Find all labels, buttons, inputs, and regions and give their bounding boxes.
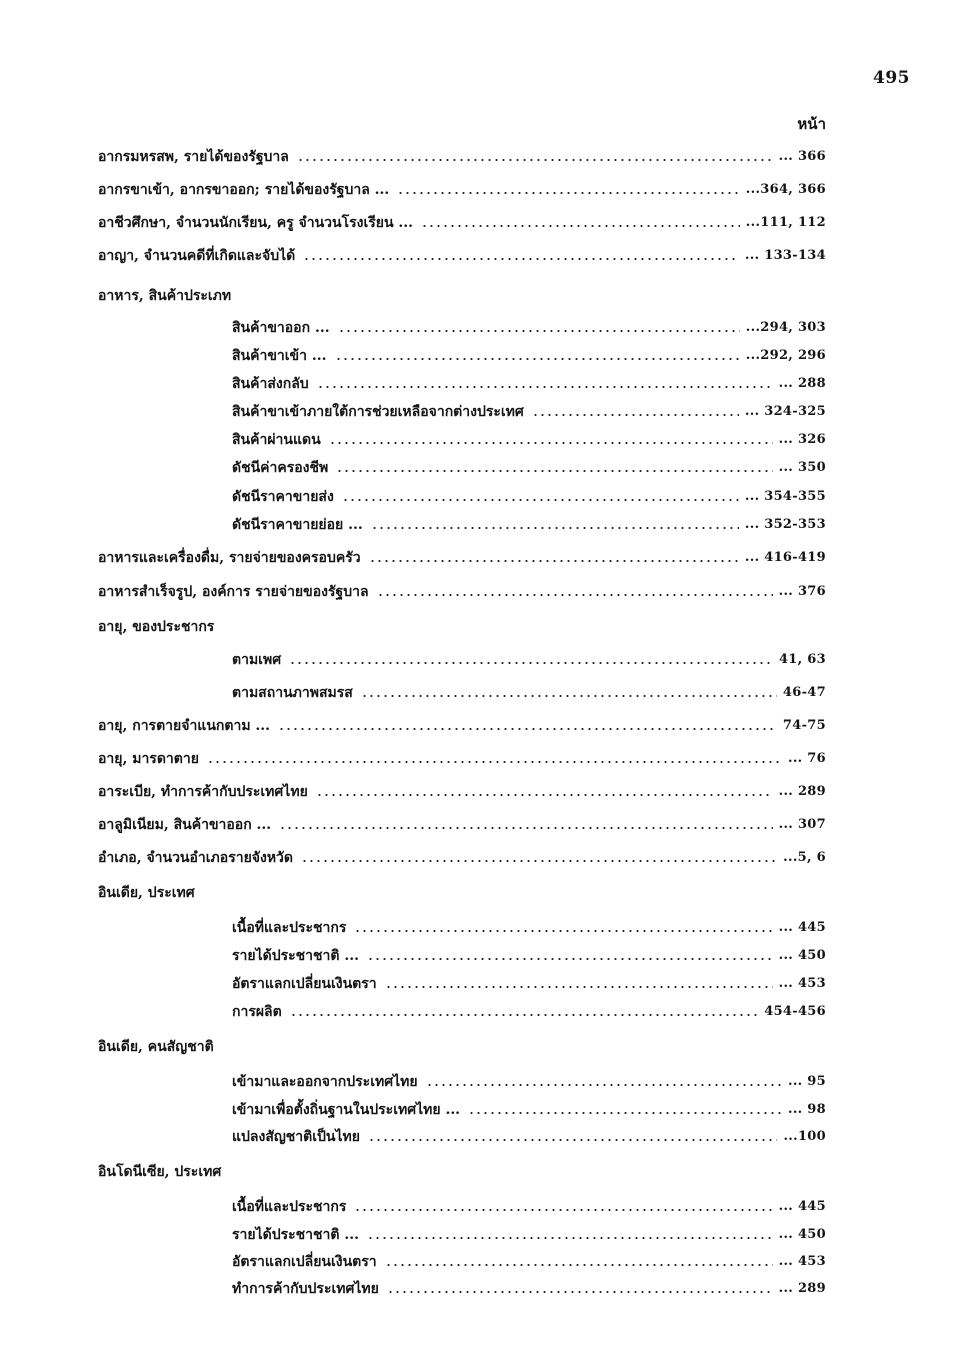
entry-label: ตามเพศ <box>232 652 282 668</box>
dot-leader <box>368 1138 778 1142</box>
index-entry <box>98 142 826 166</box>
entry-label: สินค้าขาเข้าภายใต้การช่วยเหลือจากต่างประเทศ <box>232 404 524 420</box>
dot-leader <box>317 385 773 389</box>
dot-leader <box>377 593 773 597</box>
index-subentry <box>232 341 826 365</box>
entry-pages: ... 98 <box>788 1102 826 1117</box>
index-subentry <box>232 482 826 506</box>
entry-label: อาหารสำเร็จรูป, องค์การ รายจ่ายของรัฐบาล <box>98 584 369 600</box>
entry-label: อินเดีย, ประเทศ <box>98 885 195 901</box>
index-subentry <box>232 997 826 1021</box>
dot-leader <box>532 413 739 417</box>
entry-label: สินค้าขาออก ... <box>232 320 330 336</box>
entry-label: สินค้าส่งกลับ <box>232 376 309 392</box>
dot-leader <box>207 760 782 764</box>
index-subentry <box>232 369 826 393</box>
index-subentry <box>232 969 826 993</box>
entry-pages: 74-75 <box>782 718 826 733</box>
entry-label: ทำการค้ากับประเทศไทย <box>232 1281 379 1297</box>
index-entry <box>98 175 826 199</box>
page-number: 495 <box>873 68 910 88</box>
index-subentry <box>232 913 826 937</box>
dot-leader <box>385 985 773 989</box>
dot-leader <box>361 694 777 698</box>
dot-leader <box>342 498 739 502</box>
index-entry <box>98 208 826 232</box>
index-entry <box>98 810 826 834</box>
entry-label: อายุ, การตายจำแนกตาม ... <box>98 718 271 734</box>
index-entry <box>98 711 826 735</box>
index-subentry <box>232 510 826 534</box>
dot-leader <box>354 1208 772 1212</box>
entry-label: ดัชนีค่าครองชีพ <box>232 460 329 476</box>
index-entry <box>98 777 826 801</box>
index-entry <box>98 843 826 867</box>
entry-label: อัตราแลกเปลี่ยนเงินตรา <box>232 976 377 992</box>
dot-leader <box>367 1236 773 1240</box>
dot-leader <box>290 1013 758 1017</box>
entry-pages: ... 450 <box>778 948 826 963</box>
entry-pages: ... 289 <box>778 1281 826 1296</box>
dot-leader <box>426 1083 782 1087</box>
entry-pages: ... 445 <box>778 1199 826 1214</box>
dot-leader <box>468 1111 782 1115</box>
entry-label: อาชีวศึกษา, จำนวนนักเรียน, ครู จำนวนโรงเรียน ... <box>98 215 414 231</box>
entry-pages: 454-456 <box>764 1004 826 1019</box>
dot-leader <box>421 224 740 228</box>
entry-label: อายุ, มารดาตาย <box>98 751 199 767</box>
entry-pages: 41, 63 <box>778 652 826 667</box>
dot-leader <box>369 559 739 563</box>
index-entry <box>98 543 826 567</box>
index-subentry <box>232 678 826 702</box>
entry-label: เนื้อที่และประชากร <box>232 1199 347 1215</box>
entry-label: เข้ามาและออกจากประเทศไทย <box>232 1074 418 1090</box>
entry-pages: ... 76 <box>788 751 826 766</box>
index-subentry <box>232 941 826 965</box>
dot-leader <box>338 329 740 333</box>
index-heading <box>98 878 826 902</box>
entry-label: อาลูมิเนียม, สินค้าขาออก ... <box>98 817 272 833</box>
index-heading <box>98 1157 826 1181</box>
entry-pages: ... 453 <box>778 1254 826 1269</box>
entry-label: เข้ามาเพื่อตั้งถิ่นฐานในประเทศไทย ... <box>232 1102 461 1118</box>
index-subentry <box>232 1247 826 1271</box>
entry-label: อาญา, จำนวนคดีที่เกิดและจับได้ <box>98 248 296 264</box>
dot-leader <box>316 793 773 797</box>
index-entry <box>98 577 826 601</box>
entry-label: สินค้าผ่านแดน <box>232 432 321 448</box>
entry-pages: ...292, 296 <box>745 348 826 363</box>
page-column-header: หน้า <box>797 115 826 133</box>
index-heading <box>98 612 826 636</box>
entry-pages: ... 288 <box>778 376 826 391</box>
dot-leader <box>289 661 773 665</box>
dot-leader <box>397 191 740 195</box>
index-entry <box>98 744 826 768</box>
entry-pages: ... 450 <box>778 1227 826 1242</box>
index-subentry <box>232 1220 826 1244</box>
dot-leader <box>335 357 740 361</box>
entry-pages: ... 354-355 <box>744 489 826 504</box>
entry-pages: ... 324-325 <box>744 404 826 419</box>
entry-pages: ... 289 <box>778 784 826 799</box>
entry-label: แปลงสัญชาติเป็นไทย <box>232 1129 360 1145</box>
entry-pages: ...5, 6 <box>783 850 826 865</box>
entry-pages: ... 326 <box>778 432 826 447</box>
entry-label: การผลิต <box>232 1004 282 1020</box>
entry-label: อินเดีย, คนสัญชาติ <box>98 1039 214 1055</box>
entry-label: ดัชนีราคาขายส่ง <box>232 489 334 505</box>
index-subentry <box>232 1274 826 1298</box>
index-heading <box>98 1032 826 1056</box>
entry-label: อินโดนีเซีย, ประเทศ <box>98 1164 222 1180</box>
entry-pages: ...294, 303 <box>745 320 826 335</box>
dot-leader <box>301 859 777 863</box>
entry-pages: ... 352-353 <box>744 517 826 532</box>
entry-label: ดัชนีราคาขายย่อย ... <box>232 517 363 533</box>
entry-label: อาหารและเครื่องดื่ม, รายจ่ายของครอบครัว <box>98 550 361 566</box>
entry-pages: 46-47 <box>782 685 826 700</box>
entry-label: อัตราแลกเปลี่ยนเงินตรา <box>232 1254 377 1270</box>
index-subentry <box>232 425 826 449</box>
index-subentry <box>232 1122 826 1146</box>
dot-leader <box>385 1263 773 1267</box>
entry-label: สินค้าขาเข้า ... <box>232 348 327 364</box>
entry-pages: ...364, 366 <box>745 182 826 197</box>
dot-leader <box>279 826 772 830</box>
entry-pages: ... 445 <box>778 920 826 935</box>
entry-label: อากรขาเข้า, อากรขาออก; รายได้ของรัฐบาล ... <box>98 182 390 198</box>
entry-pages: ... 376 <box>778 584 826 599</box>
index-subentry <box>232 1192 826 1216</box>
entry-pages: ... 453 <box>778 976 826 991</box>
entry-label: อาหาร, สินค้าประเภท <box>98 288 232 304</box>
index-subentry <box>232 1095 826 1119</box>
index-subentry <box>232 453 826 477</box>
entry-label: ตามสถานภาพสมรส <box>232 685 353 701</box>
entry-label: อาระเบีย, ทำการค้ากับประเทศไทย <box>98 784 308 800</box>
entry-pages: ... 133-134 <box>744 248 826 263</box>
entry-label: รายได้ประชาชาติ ... <box>232 948 359 964</box>
dot-leader <box>354 929 772 933</box>
entry-pages: ... 416-419 <box>744 550 826 565</box>
entry-label: รายได้ประชาชาติ ... <box>232 1227 359 1243</box>
entry-label: อากรมหรสพ, รายได้ของรัฐบาล <box>98 149 289 165</box>
dot-leader <box>336 469 772 473</box>
entry-label: อำเภอ, จำนวนอำเภอรายจังหวัด <box>98 850 294 866</box>
entry-pages: ... 366 <box>778 149 826 164</box>
entry-pages: ... 307 <box>778 817 826 832</box>
index-heading <box>98 281 826 305</box>
dot-leader <box>329 441 773 445</box>
index-subentry <box>232 1067 826 1091</box>
entry-label: อายุ, ของประชากร <box>98 619 215 635</box>
dot-leader <box>387 1290 773 1294</box>
dot-leader <box>303 257 739 261</box>
entry-pages: ...100 <box>783 1129 826 1144</box>
dot-leader <box>297 158 773 162</box>
entry-pages: ... 350 <box>778 460 826 475</box>
entry-label: เนื้อที่และประชากร <box>232 920 347 936</box>
index-subentry <box>232 645 826 669</box>
dot-leader <box>367 957 773 961</box>
dot-leader <box>371 526 739 530</box>
index-subentry <box>232 313 826 337</box>
entry-pages: ...111, 112 <box>745 215 826 230</box>
index-entry <box>98 241 826 265</box>
dot-leader <box>278 727 777 731</box>
index-subentry <box>232 397 826 421</box>
entry-pages: ... 95 <box>788 1074 826 1089</box>
